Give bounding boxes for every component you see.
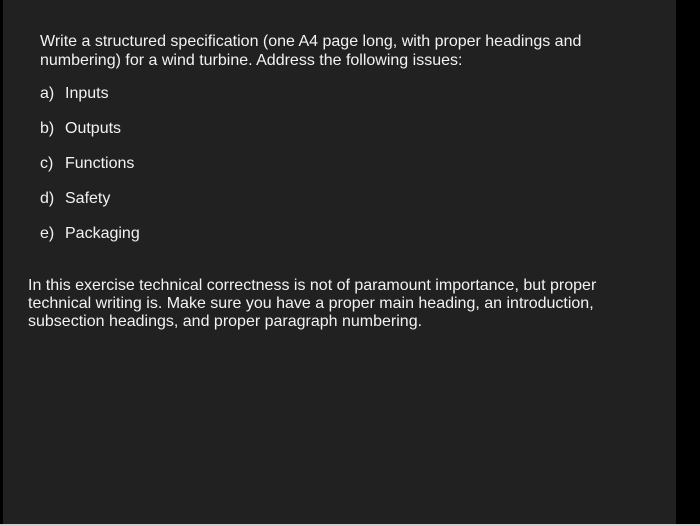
item-text: Outputs (65, 120, 122, 137)
item-label: c) (40, 155, 54, 172)
item-label: a) (40, 85, 55, 102)
list-item (40, 154, 134, 173)
list-item (40, 224, 140, 243)
item-text: Packaging (65, 225, 140, 242)
item-text: Functions (65, 155, 135, 172)
item-text: Safety (65, 190, 111, 207)
item-label: d) (40, 190, 55, 207)
list-item (40, 189, 110, 208)
document-panel (3, 0, 676, 524)
instructions-paragraph: In this exercise technical correctness is not of paramount importance, but proper technical writing is. Make sure you have a proper main heading, an introduction, subsection headings, and proper paragraph numbering. (28, 277, 597, 330)
question-intro: Write a structured specification (one A4 page long, with proper headings and numbering) for a wind turbine. Address the following issues: (40, 33, 582, 69)
item-label: b) (40, 120, 55, 137)
list-item (40, 119, 121, 138)
list-item (40, 84, 109, 103)
item-label: e) (40, 225, 55, 242)
item-text: Inputs (65, 85, 109, 102)
